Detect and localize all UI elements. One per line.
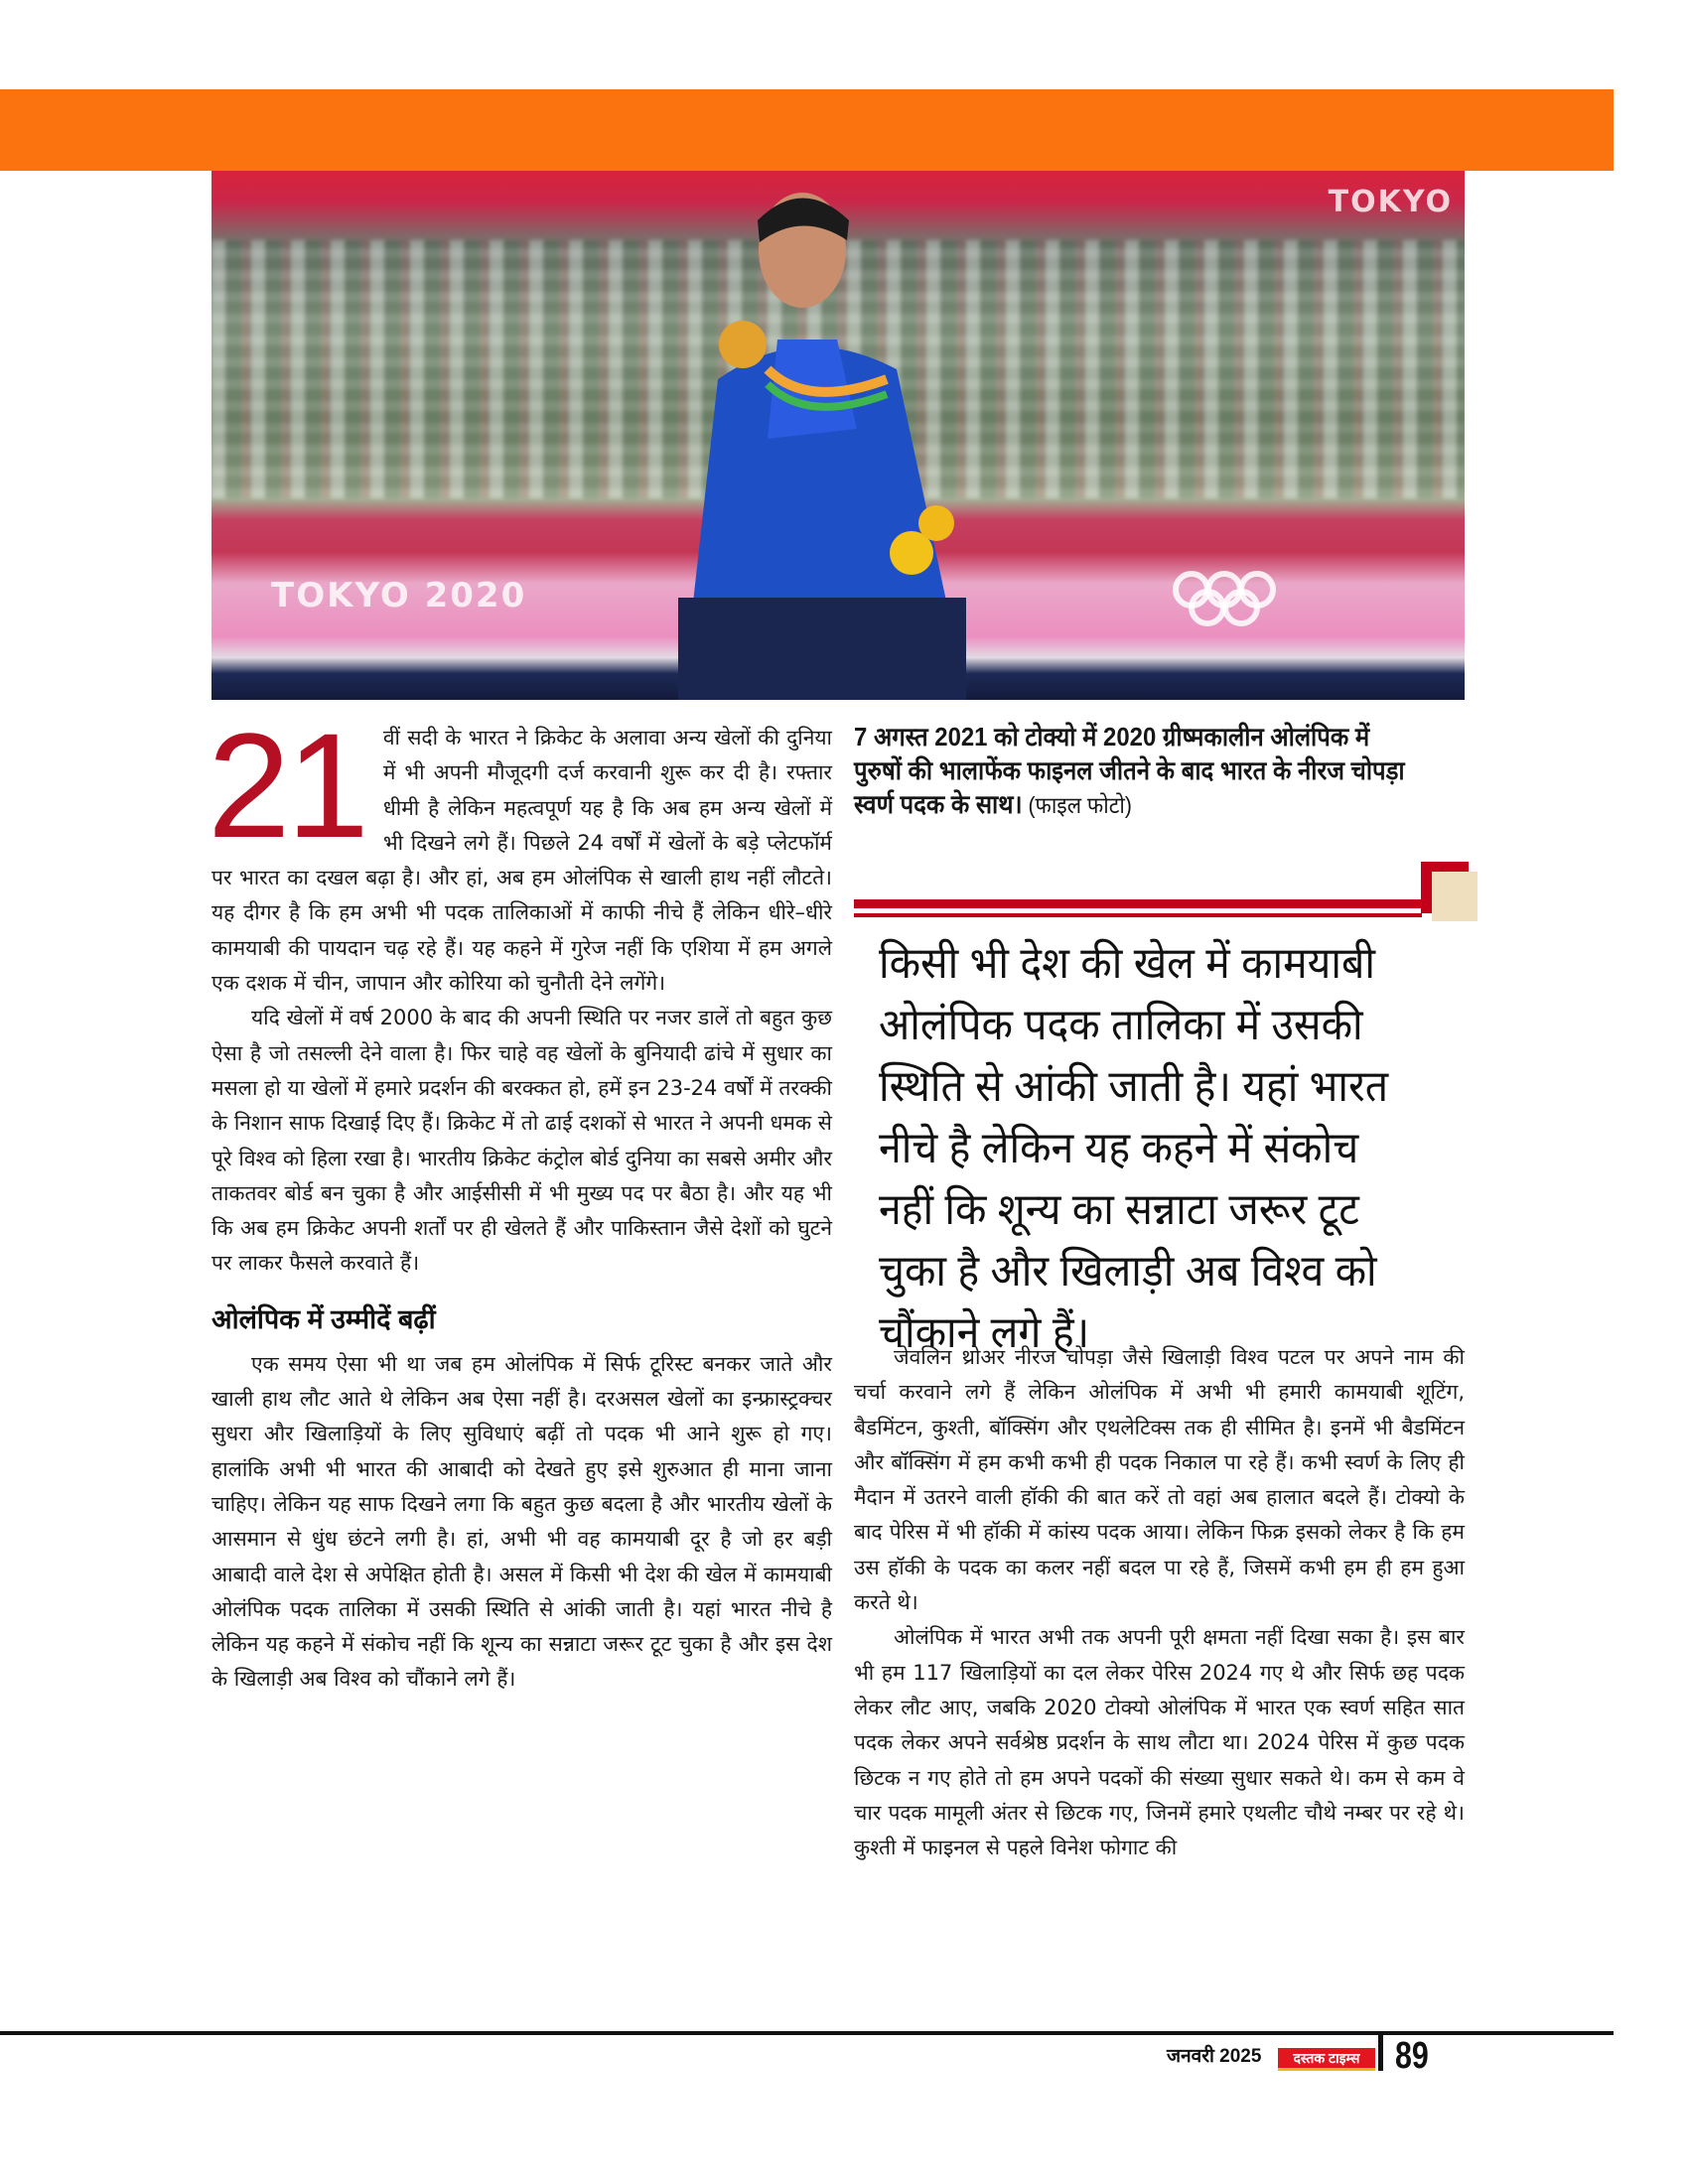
athlete-figure <box>658 181 986 700</box>
footer-rule <box>0 2031 1614 2035</box>
caption-text: 7 अगस्त 2021 को टोक्यो में 2020 ग्रीष्मकालीन ओलंपिक में पुरुषों की भालाफेंक फाइनल जीतने के बाद भारत के नीरज चोपड़ा स्वर्ण पदक के साथ। <box>854 722 1405 819</box>
paragraph <box>208 702 832 1001</box>
photo-banner-left-text: TOKYO 2020 <box>271 576 527 615</box>
paragraph: यदि खेलों में वर्ष 2000 के बाद की अपनी स्थिति पर नजर डालें तो बहुत कुछ ऐसा है जो तसल्ली देने वाला है। फिर चाहे वह खेलों के बुनियादी ढांचे में सुधार का मसला हो या खेलों में हमारे प्रदर्शन की बरक्कत हो, हमें इन 23-24 वर्षों में तरक्की के निशान साफ दिखाई दिए हैं। क्रिकेट में तो ढाई दशकों से भारत ने अपनी धमक से पूरे विश्व को हिला रखा है। भारतीय क्रिकेट कंट्रोल बोर्ड दुनिया का सबसे अमीर और ताकतवर बोर्ड बन चुका है और आईसीसी में भी मुख्य पद पर बैठा है। और यह भी कि अब हम क्रिकेट अपनी शर्तों पर ही खेलते हैं और पाकिस्तान जैसे देशों को घुटने पर लाकर फैसले करवाते हैं। <box>211 1006 832 1276</box>
caption-credit: (फाइल फोटो) <box>1022 792 1132 818</box>
issue-date: जनवरी 2025 <box>1167 2046 1262 2067</box>
photo-caption <box>854 720 1420 822</box>
article-right-column <box>854 1340 1465 1865</box>
red-rule-thick <box>854 899 1422 908</box>
hero-photo <box>211 171 1465 700</box>
red-rule-thin <box>854 913 1422 917</box>
olympic-rings-icon <box>1170 568 1279 627</box>
pullquote-decoration <box>854 862 1470 921</box>
pullquote: किसी भी देश की खेल में कामयाबी ओलंपिक पदक तालिका में उसकी स्थिति से आंकी जाती है। यहां भारत नीचे है लेकिन यह कहने में संकोच नहीं कि शून्य का सन्नाटा जरूर टूट चुका है और खिलाड़ी अब विश्व को चौंकाने लगे हैं। <box>879 939 1389 1357</box>
paragraph: ओलंपिक में भारत अभी तक अपनी पूरी क्षमता नहीं दिखा सका है। इस बार भी हम 117 खिलाड़ियों का दल लेकर पेरिस 2024 गए थे और सिर्फ छह पदक लेकर लौट आए, जबकि 2020 टोक्यो ओलंपिक में भारत एक स्वर्ण सहित सात पदक लेकर अपने सर्वश्रेष्ठ प्रदर्शन के साथ लौटा था। 2024 पेरिस में कुछ पदक छिटक न गए होते तो हम अपने पदकों की संख्या सुधार सकते थे। कम से कम वे चार पदक मामूली अंतर से छिटक गए, जिनमें हमारे एथलीट चौथे नम्बर पर रहे थे। कुश्ती में फाइनल से पहले विनेश फोगाट की <box>854 1625 1465 1860</box>
page-number: 89 <box>1395 2035 1429 2077</box>
photo-banner-top-text: TOKYO <box>1328 185 1453 219</box>
paragraph: जेवलिन थ्रोअर नीरज चोपड़ा जैसे खिलाड़ी विश्व पटल पर अपने नाम की चर्चा करवाने लगे हैं लेकिन ओलंपिक में अभी भी हमारी कामयाबी शूटिंग, बैडमिंटन, कुश्ती, बॉक्सिंग और एथलेटिक्स तक ही सीमित है। इनमें भी बैडमिंटन और बॉक्सिंग में हम कभी कभी ही पदक निकाल पा रहे हैं। कभी स्वर्ण के लिए ही मैदान में उतरने वाली हॉकी की बात करें तो वहां अब हालात बदले हैं। टोक्यो के बाद पेरिस में भी हॉकी में कांस्य पदक आया। लेकिन फिक्र इसको लेकर है कि हम उस हॉकी के पदक का कलर नहीं बदल पा रहे हैं, जिसमें कभी हम ही हम हुआ करते थे। <box>854 1345 1465 1615</box>
paragraph: एक समय ऐसा भी था जब हम ओलंपिक में सिर्फ टूरिस्ट बनकर जाते और खाली हाथ लौट आते थे लेकिन अब ऐसा नहीं है। दरअसल खेलों का इन्फ्रास्ट्रक्चर सुधरा और खिलाड़ियों के लिए सुविधाएं बढ़ीं तो पदक भी आने शुरू हो गए। हालांकि अभी भी भारत की आबादी को देखते हुए इसे शुरुआत ही माना जाना चाहिए। लेकिन यह साफ दिखने लगा कि बहुत कुछ बदला है और भारतीय खेलों के आसमान से धुंध छंटने लगी है। हां, अभी भी वह कामयाबी दूर है जो हर बड़ी आबादी वाले देश से अपेक्षित होती है। असल में किसी भी देश की खेल में कामयाबी ओलंपिक पदक तालिका में उसकी स्थिति से आंकी जाती है। यहां भारत नीचे है लेकिन यह कहने में संकोच नहीं कि शून्य का सन्नाटा जरूर टूट चुका है और इस देश के खिलाड़ी अब विश्व को चौंकाने लगे हैं। <box>211 1351 832 1692</box>
dropcap: 21 <box>208 702 365 869</box>
publication-logo: दस्तक टाइम्स <box>1278 2048 1375 2071</box>
gold-medal-icon <box>719 321 767 368</box>
top-color-band <box>0 89 1614 171</box>
paragraph-text: वीं सदी के भारत ने क्रिकेट के अलावा अन्य खेलों की दुनिया में भी अपनी मौजूदगी दर्ज करवानी शुरू कर दी है। रफ्तार धीमी है लेकिन महत्वपूर्ण यह है कि अब हम अन्य खेलों में भी दिखने लगे हैं। पिछले 24 वर्षों में खेलों के बड़े प्लेटफॉर्म पर भारत का दखल बढ़ा है। और हां, अब हम ओलंपिक से खाली हाथ नहीं लौटते। यह दीगर है कि हम अभी भी पदक तालिकाओं में काफी नीचे हैं लेकिन धीरे–धीरे कामयाबी की पायदान चढ़ रहे हैं। यह कहने में गुरेज नहीं कि एशिया में हम अगले एक दशक में चीन, जापान और कोरिया को चुनौती देने लगेंगे। <box>211 726 832 996</box>
article-left-column <box>208 702 832 1698</box>
section-subheading: ओलंपिक में उम्मीदें बढ़ीं <box>211 1303 436 1334</box>
beige-square-ornament <box>1432 872 1477 921</box>
footer-divider <box>1378 2031 1383 2071</box>
